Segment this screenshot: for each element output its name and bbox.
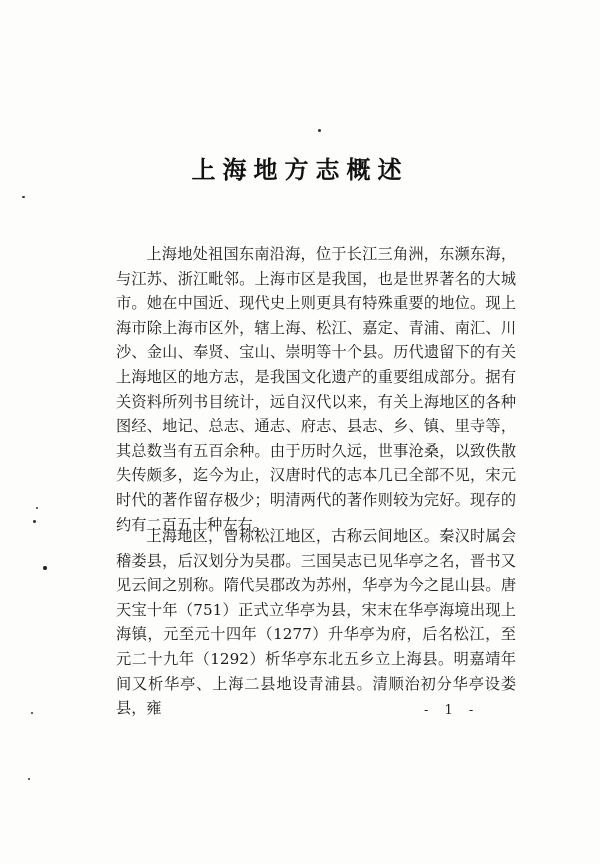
scan-speck bbox=[36, 507, 38, 509]
scan-speck bbox=[31, 712, 33, 714]
paragraph-1: 上海地处祖国东南沿海，位于长江三角洲，东濒东海，与江苏、浙江毗邻。上海市区是我国，也是世界著名的大城市。她在中国近、现代史上则更具有特殊重要的地位。现上海市除上海市区外，辖上海、松江、嘉定、青浦、南汇、川沙、金山、奉贤、宝山、崇明等十个县。历代遗留下的有关上海地区的地方志，是我国文化遗产的重要组成部分。据有关资料所列书目统计，远自汉代以来，有关上海地区的各种图经、地记、总志、通志、府志、县志、乡、镇、里寺等，其总数当有五百余种。由于历时久远，世事沧桑，以致佚散失传颇多，迄今为止，汉唐时代的志本几已全部不见，宋元时代的著作留存极少；明清两代的著作则较为完好。现存的约有二百五十种左右。 bbox=[116, 245, 516, 534]
page-title: 上海地方志概述 bbox=[191, 155, 409, 184]
scan-speck bbox=[43, 566, 47, 570]
scan-speck bbox=[33, 520, 36, 523]
scan-speck bbox=[318, 129, 321, 132]
scan-speck bbox=[28, 778, 30, 780]
paragraph-2: 上海地区，曾称松江地区，古称云间地区。秦汉时属会稽娄县，后汉划分为吴郡。三国吴志已见华亭之名，晋书又见云间之别称。隋代吴郡改为苏州，华亭为今之昆山县。唐天宝十年（751）正式立华亭为县，宋末在华亭海境出现上海镇，元至元十四年（1277）升华亭为府，后名松江，至元二十九年（1292）析华亭东北五乡立上海县。明嘉靖年间又析华亭、上海二县地设青浦县。清顺治初分华亭设娄县，雍 bbox=[116, 527, 516, 718]
page-number: - 1 - bbox=[424, 703, 480, 718]
scan-speck bbox=[22, 196, 25, 198]
